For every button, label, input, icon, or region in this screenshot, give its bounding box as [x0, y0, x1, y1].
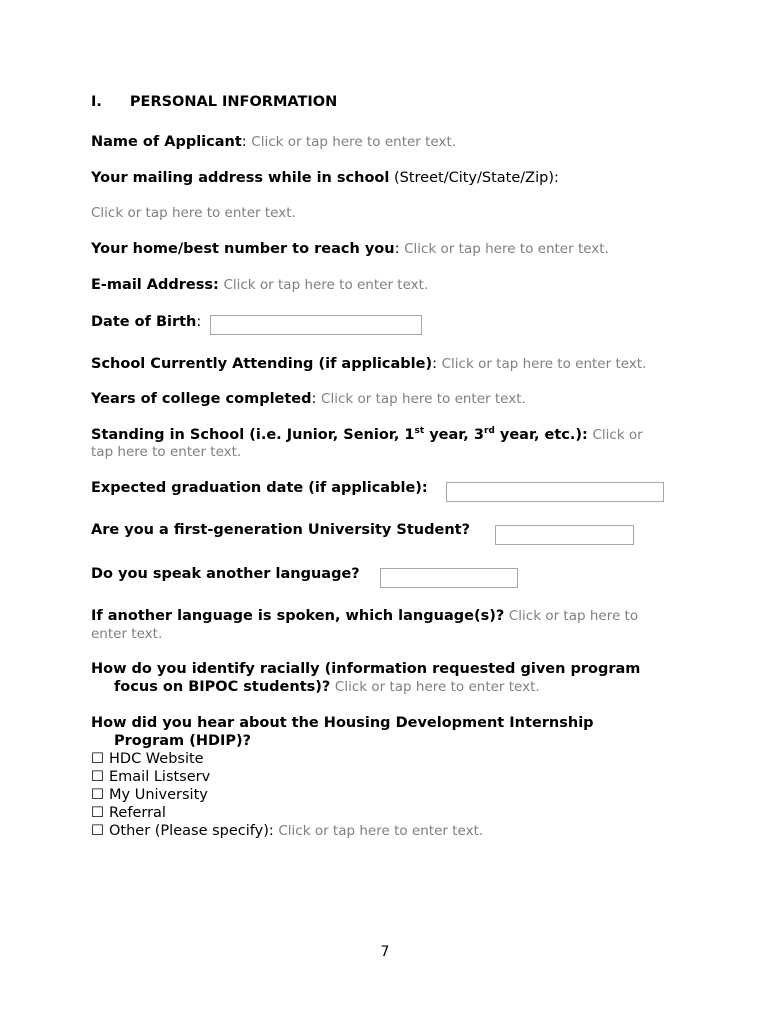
page-number: 7: [380, 944, 390, 960]
phone-input[interactable]: Click or tap here to enter text.: [404, 241, 609, 257]
standing-input-cont[interactable]: tap here to enter text.: [91, 444, 242, 460]
option-referral[interactable]: [91, 804, 166, 822]
checkbox-icon[interactable]: ☐: [91, 787, 104, 803]
option-label: My University: [109, 787, 208, 803]
checkbox-icon[interactable]: ☐: [91, 805, 104, 821]
first-gen-label: Are you a first-generation University Student?: [91, 522, 471, 538]
language-field[interactable]: [380, 568, 518, 588]
option-label: Referral: [109, 805, 166, 821]
first-gen-field[interactable]: [495, 525, 634, 545]
which-language-input-cont[interactable]: enter text.: [91, 626, 163, 642]
graduation-field[interactable]: [446, 482, 664, 502]
name-label: Name of Applicant: [91, 134, 242, 150]
dob-row: Date of Birth:: [91, 314, 202, 330]
language-row: [91, 565, 360, 583]
language-label: Do you speak another language?: [91, 566, 360, 582]
racial-label-cont: focus on BIPOC students)?: [114, 679, 331, 695]
option-label: Email Listserv: [109, 769, 211, 785]
graduation-row: [91, 479, 428, 497]
dob-field[interactable]: [210, 315, 422, 335]
which-language-row-cont: [91, 625, 162, 643]
option-my-university[interactable]: [91, 786, 208, 804]
hear-label-cont: Program (HDIP)?: [114, 733, 252, 749]
phone-row: Your home/best number to reach you: Click or tap here to enter text.: [91, 241, 609, 257]
years-input[interactable]: Click or tap here to enter text.: [321, 391, 526, 407]
checkbox-icon[interactable]: ☐: [91, 751, 104, 767]
option-email-listserv[interactable]: [91, 768, 210, 786]
first-gen-row: [91, 521, 470, 539]
other-input[interactable]: Click or tap here to enter text.: [278, 823, 484, 839]
section-number: I.: [91, 94, 102, 110]
checkbox-icon[interactable]: ☐: [91, 769, 104, 785]
graduation-label: Expected graduation date (if applicable):: [91, 480, 428, 496]
option-hdc-website[interactable]: [91, 750, 204, 768]
standing-label: Standing in School (i.e. Junior, Senior, 1st year, 3rd year, etc.):: [91, 426, 588, 443]
option-other[interactable]: [91, 822, 483, 840]
racial-input[interactable]: Click or tap here to enter text.: [334, 679, 540, 695]
email-input[interactable]: Click or tap here to enter text.: [223, 277, 429, 293]
school-row: School Currently Attending (if applicable): Click or tap here to enter text.: [91, 356, 647, 372]
school-label: School Currently Attending (if applicable): [91, 356, 433, 372]
email-label: E-mail Address:: [91, 277, 219, 293]
which-language-label: If another language is spoken, which language(s)?: [91, 608, 505, 624]
section-title: PERSONAL INFORMATION: [129, 94, 338, 110]
option-label: Other (Please specify):: [109, 823, 274, 839]
section-heading: [91, 93, 337, 111]
which-language-input[interactable]: Click or tap here to: [508, 608, 639, 624]
standing-row: [91, 426, 643, 444]
mailing-input[interactable]: Click or tap here to enter text.: [91, 205, 296, 221]
hear-label: How did you hear about the Housing Development Internship: [91, 715, 594, 731]
phone-label: Your home/best number to reach you: [91, 241, 395, 257]
racial-label: How do you identify racially (information requested given program: [91, 661, 641, 677]
email-row: [91, 276, 428, 294]
option-label: HDC Website: [109, 751, 204, 767]
dob-label: Date of Birth: [91, 314, 197, 330]
mailing-input-row: [91, 204, 296, 222]
mailing-row: [91, 169, 559, 187]
standing-row-cont: [91, 443, 241, 461]
years-label: Years of college completed: [91, 391, 312, 407]
checkbox-icon[interactable]: ☐: [91, 823, 104, 839]
years-row: Years of college completed: Click or tap here to enter text.: [91, 391, 526, 407]
mailing-label-note: (Street/City/State/Zip):: [389, 170, 559, 186]
racial-row-cont: [114, 678, 540, 696]
name-input[interactable]: Click or tap here to enter text.: [251, 134, 457, 150]
school-input[interactable]: Click or tap here to enter text.: [441, 356, 647, 372]
standing-input[interactable]: Click or: [592, 427, 643, 443]
name-row: Name of Applicant: Click or tap here to enter text.: [91, 134, 457, 150]
which-language-row: [91, 607, 638, 625]
mailing-label: Your mailing address while in school: [91, 170, 390, 186]
